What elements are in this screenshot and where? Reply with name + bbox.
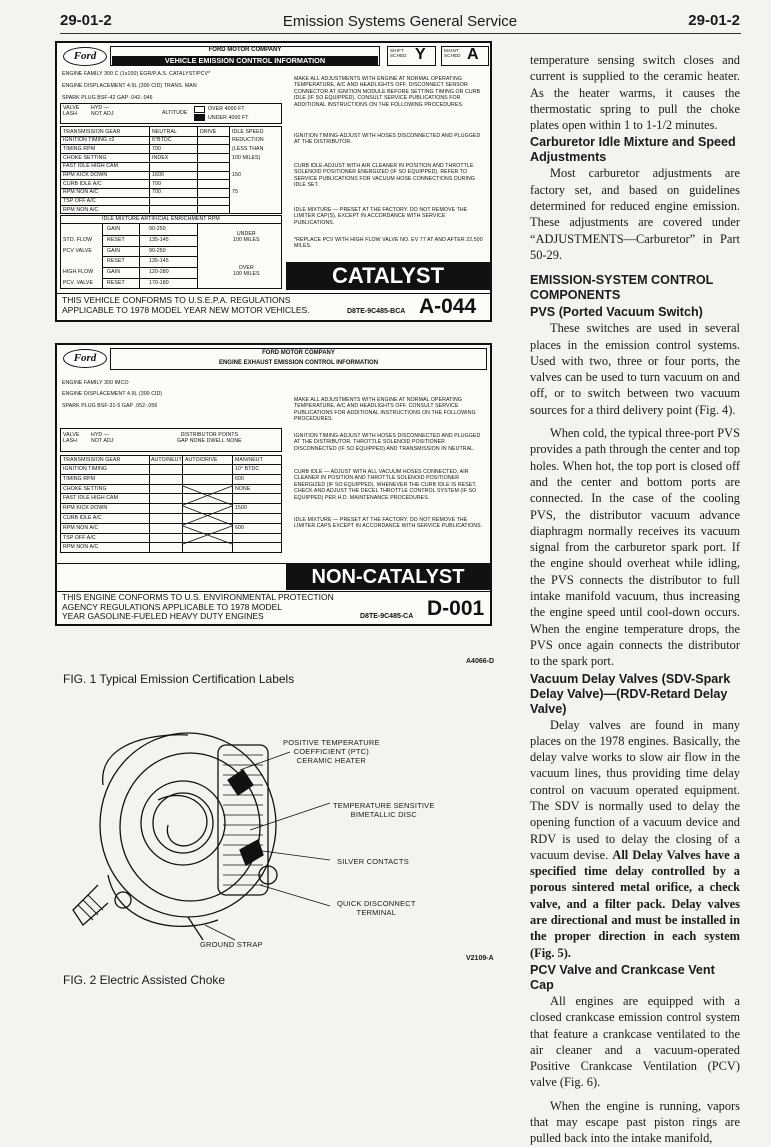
table-cell: GAIN bbox=[107, 269, 121, 276]
conformance-statement: THIS VEHICLE CONFORMS TO U.S.E.P.A. REGULATIONS APPLICABLE TO 1978 MODEL YEAR NEW MOTOR VEHICLES. bbox=[62, 295, 310, 315]
table-cell: GAIN bbox=[107, 226, 121, 232]
label-part-number: D8TE-9C485-BCA bbox=[347, 308, 406, 315]
table-cell: TSP OFF A/C bbox=[63, 198, 96, 205]
label-company: FORD MOTOR COMPANY bbox=[208, 47, 282, 53]
page-number-left: 29-01-2 bbox=[60, 12, 112, 29]
table-cell: RPM NON A/C bbox=[63, 189, 99, 196]
conformance-statement: THIS ENGINE CONFORMS TO U.S. ENVIRONMENTAL PROTECTION AGENCY REGULATIONS APPLICABLE TO 1978 MODEL YEAR GASOLINE-FUELED HEAVY DUTY ENGINES bbox=[62, 592, 334, 621]
heading-pvs: PVS (Ported Vacuum Switch) bbox=[530, 305, 703, 320]
table-cell: TSP OFF A/C bbox=[63, 534, 96, 541]
table-header-cell: TRANSMISSION GEAR bbox=[63, 457, 121, 463]
heading-pcv-valve: PCV Valve and Crankcase Vent Cap bbox=[530, 962, 715, 992]
table-cell: TRANSMISSION GEAR bbox=[63, 128, 121, 135]
table-cell: 90-250 bbox=[149, 226, 166, 232]
table-cell: RPM KICK DOWN bbox=[63, 505, 108, 512]
instruction-3: CURB IDLE — ADJUST WITH ALL VACUUM HOSES CONNECTED, AIR CLEANER IN POSITION AND THROTTLE SOLENOID POSITIONER ENERGIZED (IF SO EQUIPPED). WHENEVER THE CURB IDLE IS RESET, CHECK AND ADJUST THE DECEL THROTTLE CONTROL SYSTEM (IF SO EQUIPPED) PER H.D. MAINTENANCE PROCEDURES. bbox=[294, 469, 477, 501]
table-cell: RESET bbox=[107, 236, 125, 243]
table-cell: NONE bbox=[235, 485, 251, 492]
table-cell: 600 bbox=[235, 475, 244, 482]
maint-sched-label: MAINT SCHED bbox=[444, 48, 461, 59]
callout-bimetallic-disc: TEMPERATURE SENSITIVE BIMETALLIC DISC bbox=[333, 801, 435, 819]
maint-sched-value: A bbox=[467, 46, 479, 63]
instruction-2: IGNITION TIMING-ADJUST WITH HOSES DISCONNECTED AND PLUGGED AT THE DISTRIBUTOR. bbox=[294, 133, 481, 146]
table-header-cell: MAN/NEUT bbox=[235, 457, 263, 463]
non-catalyst-badge: NON-CATALYST bbox=[286, 564, 490, 590]
table-cell: 700 bbox=[152, 145, 161, 152]
altitude-over: OVER 4000 FT bbox=[208, 106, 245, 112]
spark-plug: SPARK PLUG BSF-42 GAP .042-.046 bbox=[62, 95, 153, 101]
page-title: Emission Systems General Service bbox=[282, 13, 518, 30]
table-cell: 1600 bbox=[152, 172, 164, 178]
catalyst-badge: CATALYST bbox=[286, 262, 490, 290]
table-cell: 700 bbox=[152, 180, 161, 187]
label-company: FORD MOTOR COMPANY bbox=[262, 350, 335, 356]
engine-family: ENGINE FAMILY 300 IMCO bbox=[62, 380, 129, 386]
table-header-cell: AUTO/DRIVE bbox=[185, 457, 218, 463]
table-cell: IDLE SPEED bbox=[232, 128, 264, 135]
table-cell: CHOKE SETTING bbox=[63, 154, 107, 161]
table-cell: 1500 bbox=[235, 505, 247, 512]
table-cell: 75 bbox=[232, 189, 238, 196]
ford-logo: Ford bbox=[63, 47, 107, 66]
engine-displacement: ENGINE DISPLACEMENT 4.9L (300 CID) bbox=[62, 391, 163, 397]
table-cell: STD. FLOW bbox=[63, 236, 93, 243]
table-cell: CURB IDLE A/C bbox=[63, 515, 102, 521]
engine-displacement: ENGINE DISPLACEMENT 4.9L (300 CID) TRANS. MAN bbox=[62, 83, 197, 89]
table-cell: 700 bbox=[152, 189, 161, 196]
table-header-cell: AUTO/NEUT bbox=[151, 457, 182, 463]
callout-ptc-heater: POSITIVE TEMPERATURE COEFFICIENT (PTC) CERAMIC HEATER bbox=[283, 738, 380, 765]
table-cell: PCV VALVE bbox=[63, 247, 92, 254]
instruction-1: MAKE ALL ADJUSTMENTS WITH ENGINE AT NORMAL OPERATING TEMPERATURE, A/C AND HEADLIGHTS OFF. CONSULT SERVICE PUBLICATIONS FOR ADDITIONAL INSTRUCTIONS ON THE FOLLOWING PROCEDURES. bbox=[294, 397, 476, 423]
table-cell: NEUTRAL bbox=[152, 128, 177, 135]
callout-ground-strap: GROUND STRAP bbox=[200, 940, 263, 949]
table-cell: RPM NON A/C bbox=[63, 524, 99, 531]
instruction-3: CURB IDLE-ADJUST WITH AIR CLEANER IN POSITION AND THROTTLE SOLENOID POSITIONER ENERGIZED (IF SO EQUIPPED). REFER TO SERVICE PUBLICATIONS FOR VACUUM HOSE CONNECTIONS DURING IDLE SET. bbox=[294, 163, 476, 189]
callout-quick-disconnect: QUICK DISCONNECT TERMINAL bbox=[337, 899, 416, 917]
table-cell: REDUCTION bbox=[232, 137, 264, 144]
table-cell: FAST IDLE HIGH CAM bbox=[63, 495, 119, 502]
table-cell: TIMING RPM bbox=[63, 145, 96, 152]
enrichment-heading: IDLE MIXTURE ARTIFICIAL ENRICHMENT RPM bbox=[102, 216, 220, 222]
table-cell: CHOKE SETTING bbox=[63, 485, 107, 492]
fig2-reference: V2109-A bbox=[466, 955, 494, 962]
label-heading: VEHICLE EMISSION CONTROL INFORMATION bbox=[112, 56, 378, 65]
valve-lash: VALVE LASH bbox=[63, 105, 80, 118]
ford-logo: Ford bbox=[63, 349, 107, 368]
label-code: A-044 bbox=[419, 295, 477, 318]
table-cell: 135-145 bbox=[149, 258, 169, 265]
shift-sched-label: SHIFT SCHED bbox=[390, 48, 407, 59]
callout-silver-contacts: SILVER CONTACTS bbox=[337, 857, 409, 866]
table-cell: TIMING RPM bbox=[63, 475, 96, 482]
distributor-points: DISTRIBUTOR POINTS GAP NONE DWELL NONE bbox=[177, 432, 242, 445]
page-number-right: 29-01-2 bbox=[688, 12, 740, 29]
paragraph: All engines are equipped with a closed crankcase emission control system that feature a crankcase ventilated to the air cleaner and a vacuum-operated Positive Crankcase Ventilation (PCV) valve (Fig. 6). bbox=[530, 993, 740, 1090]
paragraph: temperature sensing switch closes and current is supplied to the ceramic heater. As the heater warms, it causes the thermostatic spring to pull the choke plates open within 1 to 1-1/2 minutes. bbox=[530, 53, 740, 133]
heading-vacuum-delay-valves: Vacuum Delay Valves (SDV-Spark Delay Valve)—(RDV-Retard Delay Valve) bbox=[530, 671, 731, 716]
under-100-miles: UNDER 100 MILES bbox=[233, 231, 260, 244]
altitude: ALTITUDE bbox=[162, 110, 188, 116]
paragraph: When cold, the typical three-port PVS provides a path through the center and top holes. When hot, the top port is closed off and the center and bottom ports are connected. In the case of the cooling PVS, the distributor vacuum advance diaphragm normally receives its vacuum signal from the carburetor spark port. If the engine should overheat while idling, the PVS connects the distributor to full intake manifold vacuum, thus increasing the engine speed until cool-down occurs. When the engine temperature drops, the PVS once again connects the distributor to the spark port. bbox=[530, 426, 740, 669]
paragraph bbox=[530, 717, 740, 961]
instruction-1: MAKE ALL ADJUSTMENTS WITH ENGINE AT NORMAL OPERATING TEMPERATURE, A/C AND HEADLIGHTS OFF. DISCONNECT SENSOR CONNECTOR AT IGNITION MODULE BEFORE SETTING TIMING OR CURB IDLE (IF SO EQUIPPED). CONSULT SERVICE PUBLICATIONS FOR ADDITIONAL INSTRUCTIONS ON THE FOLLOWING PROCEDURES. bbox=[294, 76, 481, 108]
heading-carburetor-adjustments: Carburetor Idle Mixture and Speed Adjustments bbox=[530, 135, 736, 165]
altitude-under: UNDER 4000 FT bbox=[208, 115, 249, 121]
paragraph: These switches are used in several places in the emission control systems. Used with two, three or four ports, the valves can be used to turn vacuum on and off, or to switch between two vacuum sources for a third delivery point (Fig. 4). bbox=[530, 321, 740, 417]
valve-lash: VALVE LASH bbox=[63, 432, 80, 445]
label-code: D-001 bbox=[427, 597, 485, 620]
table-cell: PCV. VALVE bbox=[63, 280, 94, 286]
heading-emission-components: EMISSION-SYSTEM CONTROL COMPONENTS bbox=[530, 273, 714, 303]
fig1-caption: FIG. 1 Typical Emission Certification Labels bbox=[63, 672, 295, 686]
fig1-reference: A4066-D bbox=[466, 658, 495, 665]
table-cell: 150 bbox=[232, 172, 241, 178]
body-text-column bbox=[530, 52, 740, 1147]
table-cell: (LESS THAN bbox=[232, 145, 264, 152]
table-cell: 6°BTDC bbox=[152, 137, 172, 144]
spark-plug: SPARK PLUG BSF-31-5 GAP .052-.056 bbox=[62, 403, 158, 409]
table-cell: DRIVE bbox=[200, 128, 217, 135]
fig2-caption: FIG. 2 Electric Assisted Choke bbox=[63, 973, 226, 987]
table-cell: 90-250 bbox=[149, 247, 166, 254]
table-cell: IGNITION TIMING ±2 bbox=[63, 137, 115, 144]
shift-sched-value: Y bbox=[415, 46, 426, 63]
over-100-miles: OVER 100 MILES bbox=[233, 265, 260, 278]
table-cell: 10° BTDC bbox=[235, 466, 260, 472]
text-run: Delay valves are found in many places on the 1978 engines. Basically, the delay valve works to slow air flow in the vacuum lines, thus providing time delay control on vacuum operated equipment. The SDV is normally used to delay the opening function of a vacuum device and RDV is used to delay the closing of a vacuum devise. bbox=[530, 717, 740, 862]
instruction-4: IDLE MIXTURE — PRESET AT THE FACTORY. DO NOT REMOVE THE LIMITER CAPS EXCEPT IN ACCORDANCE WITH SERVICE PUBLICATIONS. bbox=[294, 517, 483, 530]
table-cell: 120-280 bbox=[149, 269, 169, 276]
instruction-2: IGNITION TIMING-ADJUST WITH HOSES DISCONNECTED AND PLUGGED AT THE DISTRIBUTOR. THROTTLE SOLENOID POSITIONER DISCONNECTED (IF SO EQUIPPED) AND TRANSMISSION IN NEUTRAL. bbox=[294, 433, 481, 452]
table-cell: INDEX bbox=[152, 154, 169, 161]
instruction-5: *REPLACE PCV WITH HIGH FLOW VALVE NO. EV 77 AT AND AFTER 22,500 MILES. bbox=[294, 237, 483, 250]
table-cell: RPM NON A/C bbox=[63, 206, 99, 213]
hyd-not-adj: HYD — NOT ADJ bbox=[91, 105, 114, 118]
table-cell: IGNITION TIMING bbox=[63, 466, 108, 472]
table-cell: 100 MILES) bbox=[232, 154, 261, 161]
table-cell: HIGH FLOW bbox=[63, 269, 94, 276]
label-part-number: D8TE-9C485-CA bbox=[360, 613, 414, 620]
instruction-4: IDLE MIXTURE — PRESET AT THE FACTORY. DO NOT REMOVE THE LIMITER CAP(S), EXCEPT IN ACCORDANCE WITH SERVICE PUBLICATIONS. bbox=[294, 207, 468, 226]
table-cell: 135-145 bbox=[149, 236, 169, 243]
bold-text-run: All Delay Valves have a specified time delay controlled by a porous sintered metal orifice, a check valve, and a filter pack. Delay valves are directional and must be installed in the proper direction in each system (Fig. 5). bbox=[530, 847, 740, 960]
paragraph: Most carburetor adjustments are factory set, and based on guidelines determined for reduced engine emission. These adjustments are covered under “ADJUSTMENTS—Carburetor” in Part 50-29. bbox=[530, 166, 740, 262]
table-cell: RPM KICK DOWN bbox=[63, 172, 108, 178]
table-cell: GAIN bbox=[107, 247, 121, 254]
table-cell: RPM NON A/C bbox=[63, 544, 99, 551]
engine-family: ENGINE FAMILY 300 C (1x100) EGR/P.A.S. CATALYST/PCV* bbox=[62, 71, 211, 77]
table-cell: CURB IDLE A/C bbox=[63, 180, 102, 187]
label-heading: ENGINE EXHAUST EMISSION CONTROL INFORMATION bbox=[218, 360, 379, 366]
paragraph: When the engine is running, vapors that may escape past piston rings are pulled back into the intake manifold, bbox=[530, 1098, 740, 1146]
table-cell: FAST IDLE HIGH CAM bbox=[63, 163, 119, 170]
hyd-not-adj: HYD — NOT ADJ bbox=[91, 432, 114, 445]
table-cell: RESET bbox=[107, 258, 125, 265]
table-cell: 600 bbox=[235, 524, 244, 531]
table-cell: 170-180 bbox=[149, 280, 169, 286]
table-cell: RESET bbox=[107, 280, 125, 286]
